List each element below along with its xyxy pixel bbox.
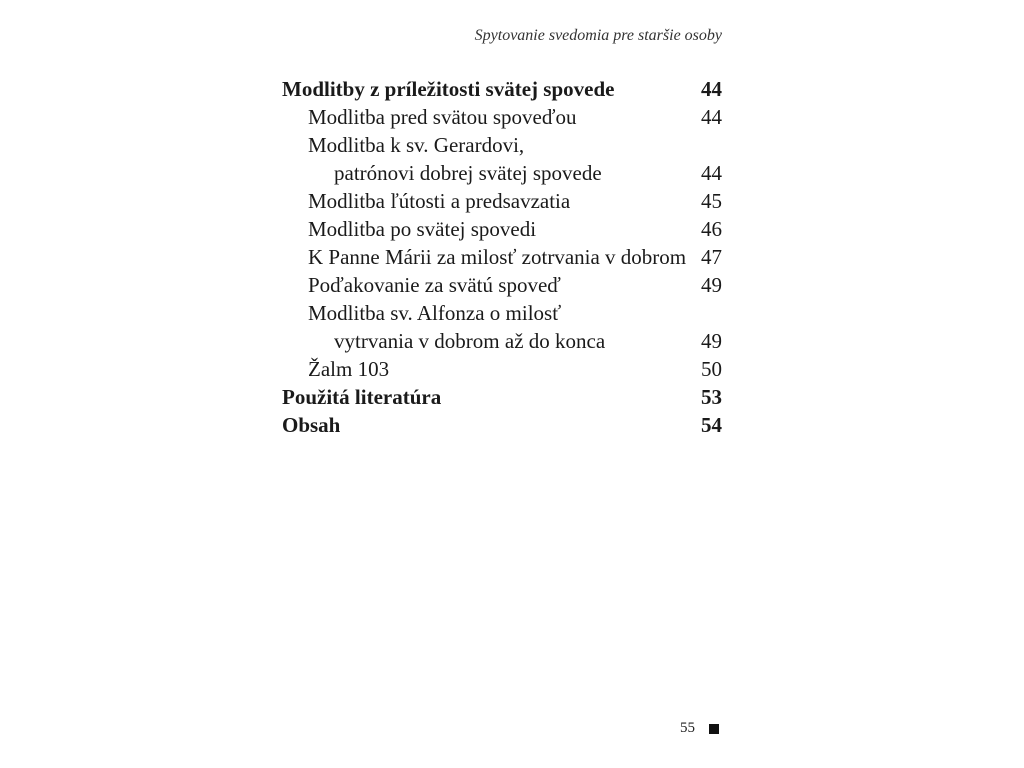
toc-entry-title: Modlitba ľútosti a predsavzatia [308,189,571,213]
toc-entry-page: 44 [701,105,722,129]
toc-entry-thanksgiving [282,271,722,299]
toc-entry-title: Modlitba sv. Alfonza o milosť [308,301,562,325]
toc-entry-contents [282,411,722,439]
toc-entry-title: vytrvania v dobrom až do konca [334,329,606,353]
toc-entry-page: 44 [701,77,722,101]
toc-entry-psalm-103 [282,355,722,383]
toc-entry-page: 49 [701,273,722,297]
page-footer [680,720,719,737]
toc-entry-page: 50 [701,357,722,381]
toc-entry-bibliography [282,383,722,411]
table-of-contents [282,75,722,439]
toc-entry-prayer-contrition [282,187,722,215]
toc-entry-virgin-mary [282,243,722,271]
toc-entry-prayers-for-confession [282,75,722,103]
running-header: Spytovanie svedomia pre staršie osoby [474,27,722,44]
toc-entry-title: Modlitba pred svätou spoveďou [308,105,577,129]
toc-entry-page: 44 [701,161,722,185]
toc-entry-title: Žalm 103 [308,357,390,381]
toc-entry-title: patrónovi dobrej svätej spovede [334,161,602,185]
toc-entry-prayer-st-alphonsus-cont [282,327,722,355]
toc-entry-title: Modlitby z príležitosti svätej spovede [282,77,615,101]
toc-entry-prayer-st-alphonsus [282,299,722,327]
toc-entry-page: 45 [701,189,722,213]
toc-entry-prayer-before-confession [282,103,722,131]
toc-entry-title: Použitá literatúra [282,385,442,409]
page-number: 55 [680,720,695,736]
toc-entry-title: Modlitba po svätej spovedi [308,217,537,241]
toc-entry-prayer-after-confession [282,215,722,243]
toc-entry-prayer-st-gerard [282,131,722,159]
toc-entry-prayer-st-gerard-cont [282,159,722,187]
toc-entry-title: K Panne Márii za milosť zotrvania v dobrom [308,245,687,269]
toc-entry-page: 46 [701,217,722,241]
toc-entry-page: 49 [701,329,722,353]
square-marker-icon [709,724,719,734]
toc-entry-title: Obsah [282,413,341,437]
toc-entry-page: 54 [701,413,722,437]
toc-entry-page: 53 [701,385,722,409]
toc-entry-title: Poďakovanie za svätú spoveď [308,273,561,297]
toc-entry-title: Modlitba k sv. Gerardovi, [308,133,525,157]
toc-entry-page: 47 [701,245,722,269]
